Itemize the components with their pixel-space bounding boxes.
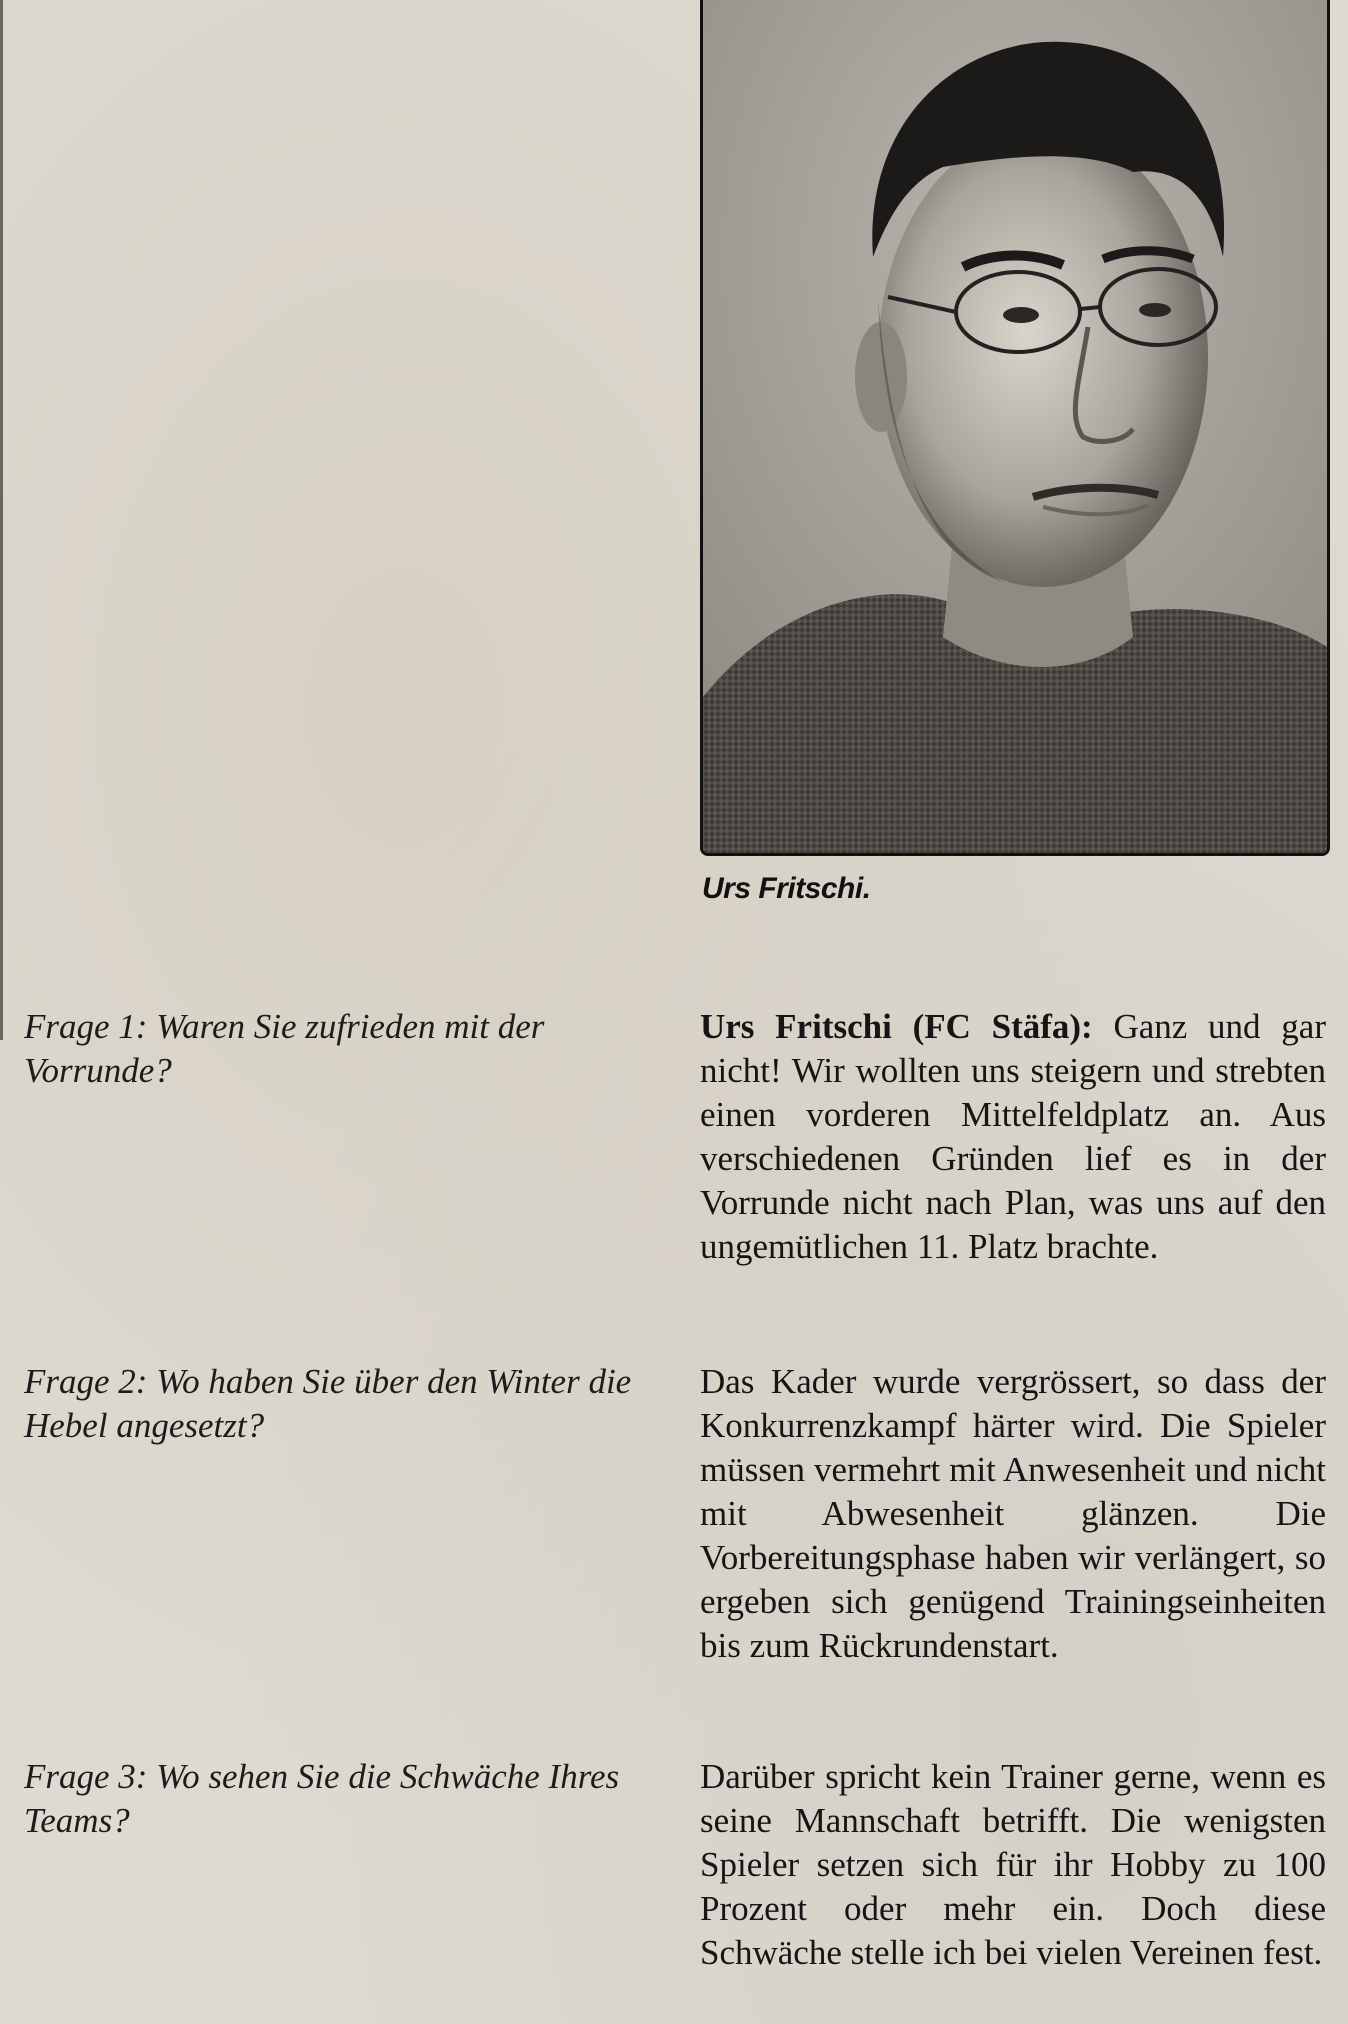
answer-3: Darüber spricht kein Trainer gerne, wenn es seine Mannschaft betrifft. Die wenigsten Spieler setzen sich für ihr Hobby zu 100 Prozent oder mehr ein. Doch diese Schwäche stelle ich bei vielen Vereinen fest. bbox=[700, 1757, 1326, 1972]
photo-caption: Urs Fritschi. bbox=[702, 872, 871, 905]
answer-1-text: Ganz und gar nicht! Wir wollten uns steigern und strebten einen vorderen Mittelfeldplatz an. Aus verschiedenen Gründen lief es in der Vorrunde nicht nach Plan, was uns auf den ungemütlichen 11. Platz brachte. bbox=[700, 1007, 1326, 1266]
question-1: Frage 1: Waren Sie zufrieden mit der Vorrunde? bbox=[24, 1007, 545, 1090]
answer-2: Das Kader wurde vergrössert, so dass der Konkurrenzkampf härter wird. Die Spieler müssen vermehrt mit Anwesenheit und nicht mit Abwesenheit glänzen. Die Vorbereitungsphase haben wir verlängert, so ergeben sich genügend Trainingseinheiten bis zum Rückrundenstart. bbox=[700, 1362, 1326, 1665]
question-3: Frage 3: Wo sehen Sie die Schwäche Ihres Teams? bbox=[24, 1757, 620, 1840]
answer-1 bbox=[700, 1005, 1326, 1269]
column-rule bbox=[0, 0, 3, 1040]
answer-1-speaker: Urs Fritschi (FC Stäfa): bbox=[700, 1007, 1093, 1046]
portrait-image bbox=[703, 0, 1327, 853]
portrait-photo bbox=[700, 0, 1330, 856]
question-2: Frage 2: Wo haben Sie über den Winter die Hebel angesetzt? bbox=[24, 1362, 632, 1445]
